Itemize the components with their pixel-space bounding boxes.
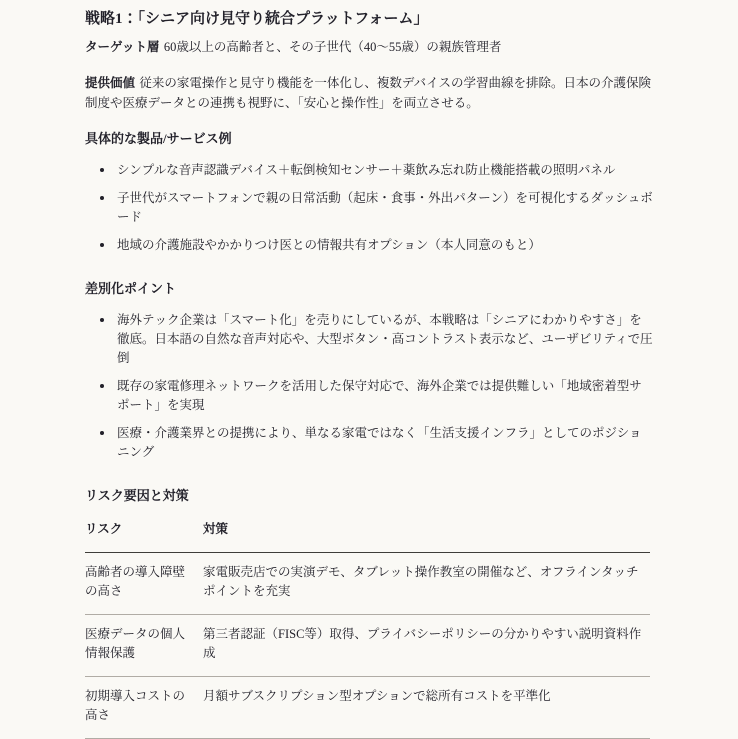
risk-cell: 高齢者の導入障壁の高さ	[85, 553, 203, 615]
measure-cell: 家電販売店での実演デモ、タブレット操作教室の開催など、オフラインタッチポイントを充実	[203, 553, 650, 615]
products-section-heading: 具体的な製品/サービス例	[85, 131, 232, 146]
list-item-text: シンプルな音声認識デバイス＋転倒検知センサー＋薬飲み忘れ防止機能搭載の照明パネル	[117, 163, 616, 177]
bullet-icon	[100, 243, 104, 247]
table-row	[85, 553, 650, 615]
differentiation-section-heading: 差別化ポイント	[85, 281, 177, 296]
risk-cell: 医療データの個人情報保護	[85, 615, 203, 677]
target-audience-text: 60歳以上の高齢者と、その子世代（40〜55歳）の親族管理者	[163, 40, 502, 54]
table-header-row	[85, 520, 650, 553]
measure-cell: 月額サブスクリプション型オプションで総所有コストを平準化	[203, 677, 650, 739]
products-list	[85, 161, 653, 255]
bullet-icon	[100, 318, 104, 322]
value-proposition-paragraph	[85, 73, 653, 113]
list-item-text: 医療・介護業界との提携により、単なる家電ではなく「生活支援インフラ」としてのポジショニング	[117, 426, 642, 459]
bullet-icon	[100, 431, 104, 435]
risk-table	[85, 520, 650, 739]
list-item	[85, 377, 653, 415]
risk-section-heading: リスク要因と対策	[85, 488, 189, 503]
target-audience-label: ターゲット層	[85, 40, 160, 54]
bullet-icon	[100, 168, 104, 172]
list-item-text: 既存の家電修理ネットワークを活用した保守対応で、海外企業では提供難しい「地域密着型サポート」を実現	[117, 379, 642, 412]
table-row	[85, 615, 650, 677]
list-item-text: 海外テック企業は「スマート化」を売りにしているが、本戦略は「シニアにわかりやすさ」を徹底。日本語の自然な音声対応や、大型ボタン・高コントラスト表示など、ユーザビリティで圧倒	[117, 313, 653, 365]
bullet-icon	[100, 384, 104, 388]
list-item-text: 子世代がスマートフォンで親の日常活動（起床・食事・外出パターン）を可視化するダッシュボード	[117, 191, 653, 224]
value-proposition-label: 提供価値	[85, 76, 136, 90]
table-header-measure: 対策	[203, 520, 650, 553]
table-row	[85, 677, 650, 739]
list-item	[85, 424, 653, 462]
list-item	[85, 236, 653, 255]
list-item-text: 地域の介護施設やかかりつけ医との情報共有オプション（本人同意のもと）	[117, 238, 541, 252]
list-item	[85, 189, 653, 227]
differentiation-list	[85, 311, 653, 462]
list-item	[85, 161, 653, 180]
risk-cell: 初期導入コストの高さ	[85, 677, 203, 739]
table-header-risk: リスク	[85, 520, 203, 553]
page-title: 戦略1：「シニア向け見守り統合プラットフォーム」	[85, 11, 429, 27]
bullet-icon	[100, 196, 104, 200]
list-item	[85, 311, 653, 368]
value-proposition-text: 従来の家電操作と見守り機能を一体化し、複数デバイスの学習曲線を排除。日本の介護保険制度や医療データとの連携も視野に、「安心と操作性」を両立させる。	[85, 76, 652, 110]
target-audience-paragraph	[85, 37, 653, 57]
measure-cell: 第三者認証（FISC等）取得、プライバシーポリシーの分かりやすい説明資料作成	[203, 615, 650, 677]
